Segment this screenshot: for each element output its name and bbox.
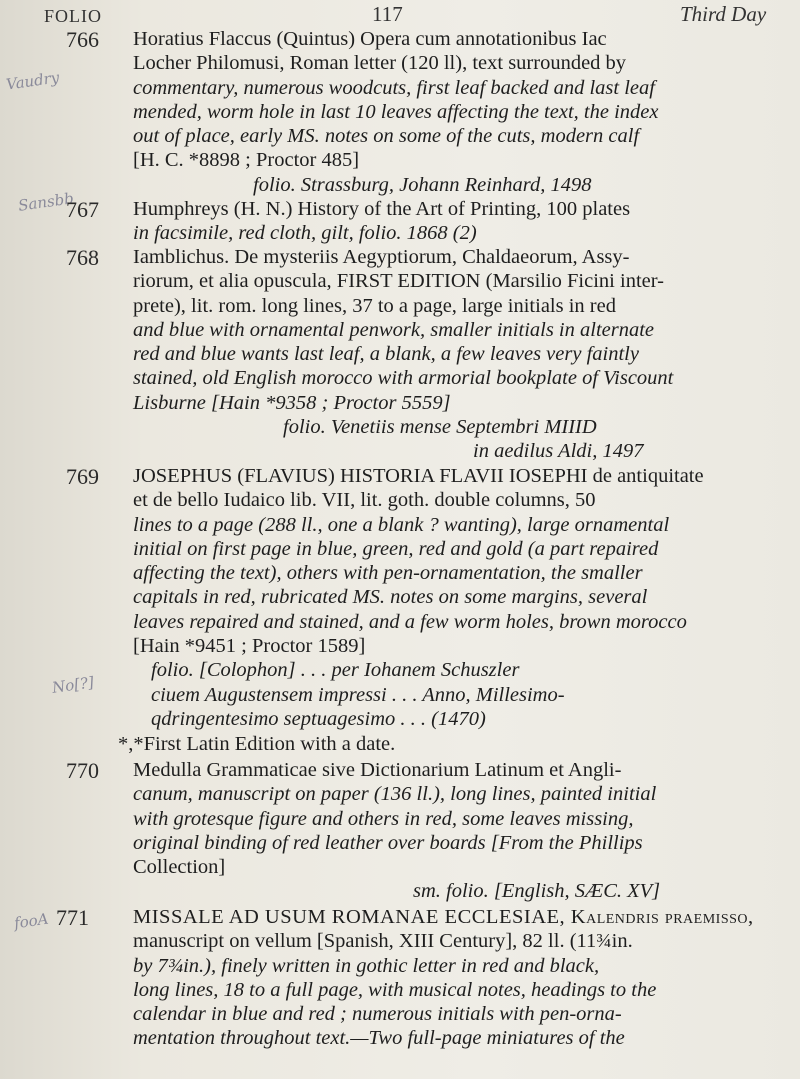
lot-description <box>133 245 773 464</box>
description-line: red and blue wants last leaf, a blank, a few leaves very faintly <box>133 343 639 366</box>
lot-description <box>133 197 773 246</box>
description-line: Iamblichus. De mysteriis Aegyptiorum, Chaldaeorum, Assy- <box>133 246 630 268</box>
lot-description <box>133 27 773 197</box>
description-line: Medulla Grammaticae sive Dictionarium Latinum et Angli- <box>133 759 622 781</box>
description-line: [H. C. *8898 ; Proctor 485] <box>133 149 360 172</box>
description-line: Horatius Flaccus (Quintus) Opera cum annotationibus Iac <box>133 28 607 50</box>
imprint-line: qdringentesimo septuagesimo . . . (1470) <box>151 707 486 730</box>
description-line: affecting the text), others with pen-ornamentation, the smaller <box>133 562 643 585</box>
description-line: stained, old English morocco with armorial bookplate of Viscount <box>133 367 674 390</box>
description-line: prete), lit. rom. long lines, 37 to a page, large initials in red <box>133 294 616 317</box>
lot-number: 766 <box>66 27 99 52</box>
imprint-line: in aedilus Aldi, 1497 <box>473 440 644 463</box>
description-line: original binding of red leather over boards [From the Phillips <box>133 831 643 854</box>
lot-description <box>133 464 773 731</box>
description-line: manuscript on vellum [Spanish, XIII Century], 82 ll. (11¾in. <box>133 930 633 953</box>
handwritten-margin-note: Vaudry <box>5 68 61 94</box>
header-folio-label: FOLIO <box>44 6 102 26</box>
lot-description <box>133 905 773 1051</box>
description-line: riorum, et alia opuscula, FIRST EDITION (Marsilio Ficini inter- <box>133 270 664 293</box>
description-line: Humphreys (H. N.) History of the Art of Printing, 100 plates <box>133 198 631 220</box>
description-line: in facsimile, red cloth, gilt, folio. 1868 (2) <box>133 222 477 245</box>
imprint-line: folio. [Colophon] . . . per Iohanem Schuszler <box>151 659 520 682</box>
description-line: leaves repaired and stained, and a few worm holes, brown morocco <box>133 610 687 633</box>
lot-number: 770 <box>66 758 99 783</box>
description-line: et de bello Iudaico lib. VII, lit. goth. double columns, 50 <box>133 489 596 512</box>
description-line: canum, manuscript on paper (136 ll.), long lines, painted initial <box>133 783 657 806</box>
handwritten-margin-note: Sansbb <box>17 189 75 215</box>
description-line: capitals in red, rubricated MS. notes on some margins, several <box>133 586 648 609</box>
description-line: JOSEPHUS (FLAVIUS) HISTORIA FLAVII IOSEPHI de antiquitate <box>133 465 704 487</box>
handwritten-margin-note: No[?] <box>50 673 95 697</box>
description-line: Lisburne [Hain *9358 ; Proctor 5559] <box>133 391 451 414</box>
handwritten-margin-note: fooA <box>12 909 50 933</box>
description-line: with grotesque figure and others in red, some leaves missing, <box>133 807 634 830</box>
first-edition-note: *,*First Latin Edition with a date. <box>118 733 396 755</box>
description-line: calendar in blue and red ; numerous initials with pen-orna- <box>133 1003 622 1026</box>
description-line: mentation throughout text.—Two full-page miniatures of the <box>133 1027 625 1050</box>
lot-number: 769 <box>66 464 99 489</box>
imprint-line: folio. Strassburg, Johann Reinhard, 1498 <box>253 173 592 196</box>
header-page-number: 117 <box>372 2 403 26</box>
imprint-line: sm. folio. [English, SÆC. XV] <box>413 880 661 903</box>
description-line: mended, worm hole in last 10 leaves affecting the text, the index <box>133 100 659 123</box>
header-sale-day: Third Day <box>680 2 767 26</box>
description-line: commentary, numerous woodcuts, first leaf backed and last leaf <box>133 76 655 99</box>
description-line: by 7¾in.), finely written in gothic letter in red and black, <box>133 954 600 977</box>
description-line: MISSALE AD USUM ROMANAE ECCLESIAE, Kalendris praemisso, <box>133 906 754 928</box>
description-line: [Hain *9451 ; Proctor 1589] <box>133 635 366 658</box>
description-line: Locher Philomusi, Roman letter (120 ll), text surrounded by <box>133 52 627 75</box>
lot-number: 771 <box>56 905 89 930</box>
description-line: initial on first page in blue, green, red and gold (a part repaired <box>133 537 659 560</box>
description-line: and blue with ornamental penwork, smaller initials in alternate <box>133 318 655 341</box>
lot-number: 767 <box>66 197 99 222</box>
description-line: long lines, 18 to a full page, with musical notes, headings to the <box>133 978 657 1001</box>
description-line: out of place, early MS. notes on some of the cuts, modern calf <box>133 125 640 148</box>
lot-number: 768 <box>66 245 99 270</box>
lot-description <box>133 758 773 904</box>
description-line: Collection] <box>133 856 226 879</box>
imprint-line: folio. Venetiis mense Septembri MIIID <box>283 416 597 439</box>
description-line: lines to a page (288 ll., one a blank ? wanting), large ornamental <box>133 513 670 536</box>
imprint-line: ciuem Augustensem impressi . . . Anno, Millesimo- <box>151 683 565 706</box>
